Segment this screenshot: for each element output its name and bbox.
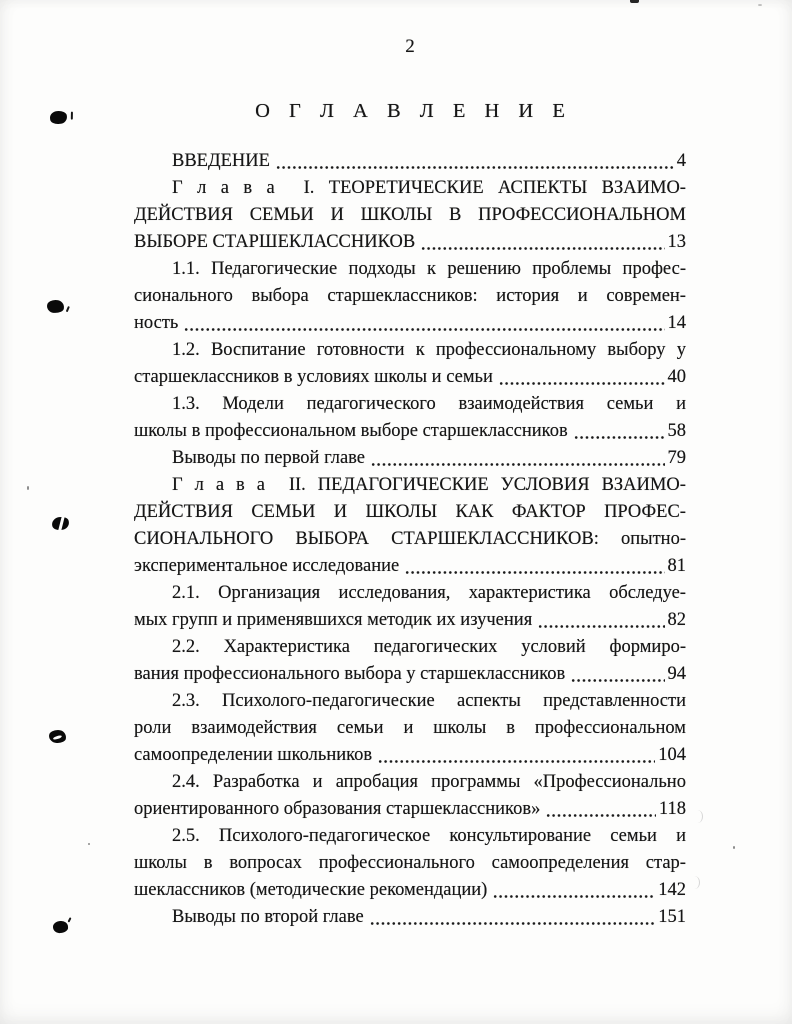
speck-artifact xyxy=(27,486,29,490)
toc-entry-word: семьи xyxy=(336,718,384,738)
toc-entry-word: ВЗАИМО- xyxy=(601,178,686,198)
ink-blot-artifact xyxy=(53,920,69,933)
toc-line xyxy=(134,391,686,418)
toc-entry-word: и xyxy=(676,394,686,414)
toc-entry-word: ДЕЙСТВИЯ xyxy=(134,205,233,225)
dot-leader xyxy=(546,813,656,818)
toc-entry-word: аспекты xyxy=(457,691,521,711)
toc-line xyxy=(134,553,686,580)
dot-leader xyxy=(405,570,664,575)
toc-entry-page: 79 xyxy=(667,448,686,468)
toc-list xyxy=(134,148,686,931)
dot-leader xyxy=(493,894,655,899)
toc-line xyxy=(134,634,686,661)
toc-entry-word: 2.3. xyxy=(172,691,200,711)
toc-entry-word: СТАРШЕКЛАССНИКОВ: xyxy=(391,529,599,549)
toc-entry-word: история xyxy=(496,286,560,306)
toc-entry-word: стар- xyxy=(645,853,686,873)
toc-entry-page: 4 xyxy=(676,151,686,171)
toc-entry-word: представленности xyxy=(543,691,686,711)
toc-line xyxy=(134,661,686,688)
dot-leader xyxy=(378,759,655,764)
toc-entry-text: вания профессионального выбора у старшеклассников xyxy=(134,664,566,684)
toc-entry-text: шеклассников (методические рекомендации) xyxy=(134,880,488,900)
toc-line xyxy=(134,796,686,823)
toc-line xyxy=(134,607,686,634)
toc-entry-word: Характеристика xyxy=(223,637,350,657)
toc-entry-text: самоопределении школьников xyxy=(134,745,373,765)
toc-entry-word: программы xyxy=(431,772,521,792)
toc-entry-word: а xyxy=(220,178,229,198)
toc-entry-word: в xyxy=(203,853,213,873)
toc-entry-word: в xyxy=(236,475,245,495)
toc-entry-word: проблемы xyxy=(532,259,612,279)
toc-entry-word: КАК xyxy=(455,502,494,522)
toc-line xyxy=(134,715,686,742)
toc-line xyxy=(134,175,686,202)
toc-entry-word: педагогического xyxy=(306,394,436,414)
toc-entry-word: ШКОЛЫ xyxy=(365,502,438,522)
toc-entry-word: Модели xyxy=(222,394,284,414)
dot-leader xyxy=(371,462,664,467)
toc-entry-word: готовности xyxy=(316,340,405,360)
toc-entry-word: в xyxy=(506,718,515,738)
toc-entry-word: Педагогические xyxy=(211,259,338,279)
ink-blot-artifact xyxy=(51,516,70,532)
toc-line xyxy=(134,580,686,607)
toc-entry-word: СЕМЬИ xyxy=(251,502,316,522)
toc-line xyxy=(134,256,686,283)
toc-entry-word: Психолого-педагогические xyxy=(222,691,435,711)
toc-entry-word: Разработка xyxy=(212,772,300,792)
toc-entry-word: профессиональном xyxy=(534,718,686,738)
toc-entry-word: II. xyxy=(288,475,306,495)
toc-entry-word: консультирование xyxy=(449,826,592,846)
dot-leader xyxy=(370,921,656,926)
speck-artifact xyxy=(88,843,90,845)
toc-title: О Г Л А В Л Е Н И Е xyxy=(255,100,572,122)
toc-entry-page: 13 xyxy=(667,232,686,252)
toc-line xyxy=(134,364,686,391)
toc-entry-word: взаимодействия xyxy=(191,718,317,738)
toc-entry-word: решению xyxy=(447,259,521,279)
toc-entry-word: у xyxy=(676,340,686,360)
toc-entry-page: 14 xyxy=(667,313,686,333)
faint-curl-artifact xyxy=(691,876,700,889)
toc-entry-word: профессионального xyxy=(318,853,475,873)
toc-entry-word: I. xyxy=(303,178,315,198)
toc-entry-page: 142 xyxy=(658,880,686,900)
toc-entry-word: и xyxy=(312,772,323,792)
toc-line xyxy=(134,202,686,229)
toc-entry-word: а xyxy=(215,475,225,495)
toc-line xyxy=(134,445,686,472)
toc-line xyxy=(134,337,686,364)
toc-entry-word: 1.2. xyxy=(172,340,200,360)
toc-entry-word: л xyxy=(194,475,204,495)
toc-entry-word: педагогических xyxy=(373,637,498,657)
toc-line xyxy=(134,850,686,877)
toc-entry-word: СИОНАЛЬНОГО xyxy=(134,529,274,549)
toc-entry-word: а xyxy=(266,178,275,198)
toc-entry-word: Г xyxy=(172,475,183,495)
toc-entry-word: апробация xyxy=(335,772,418,792)
toc-line xyxy=(134,229,686,256)
toc-entry-word: профес- xyxy=(622,259,686,279)
toc-entry-word: И xyxy=(333,502,348,522)
toc-line xyxy=(134,499,686,526)
toc-entry-word: взаимодействия xyxy=(458,394,585,414)
toc-entry-word: ФАКТОР xyxy=(511,502,586,522)
dot-leader xyxy=(571,678,664,683)
toc-line xyxy=(134,742,686,769)
toc-entry-word: вопросах xyxy=(229,853,302,873)
toc-entry-word: ПРОФЕССИОНАЛЬНОМ xyxy=(478,205,686,225)
toc-entry-word: Воспитание xyxy=(210,340,306,360)
dot-leader xyxy=(421,246,664,251)
toc-line xyxy=(134,472,686,499)
toc-entry-word: семьи xyxy=(606,394,654,414)
dot-leader xyxy=(276,165,674,170)
toc-entry-text: старшеклассников в условиях школы и семьи xyxy=(134,367,493,387)
dot-leader xyxy=(499,381,665,386)
toc-entry-text: Выводы по второй главе xyxy=(172,907,364,927)
toc-entry-word: Психолого-педагогическое xyxy=(218,826,431,846)
toc-entry-word: обследуе- xyxy=(609,583,686,603)
toc-entry-word: 2.4. xyxy=(172,772,200,792)
toc-entry-word: подходы xyxy=(348,259,416,279)
toc-entry-word: СЕМЬИ xyxy=(249,205,314,225)
toc-entry-word: семьи xyxy=(610,826,657,846)
toc-entry-word: 1.1. xyxy=(172,259,200,279)
toc-entry-page: 94 xyxy=(667,664,686,684)
toc-entry-word: ШКОЛЫ xyxy=(360,205,433,225)
toc-entry-word: сионального xyxy=(134,286,233,306)
toc-entry-word: «Профессионально xyxy=(533,772,686,792)
toc-entry-word: Организация xyxy=(218,583,321,603)
toc-entry-page: 40 xyxy=(667,367,686,387)
dot-leader xyxy=(538,624,664,629)
toc-line xyxy=(134,283,686,310)
toc-entry-word: 2.1. xyxy=(172,583,200,603)
toc-entry-page: 58 xyxy=(667,421,686,441)
toc-entry-word: школы xyxy=(134,853,187,873)
toc-entry-word: выбору xyxy=(607,340,666,360)
toc-entry-word: современ- xyxy=(606,286,686,306)
toc-entry-text: Выводы по первой главе xyxy=(172,448,366,468)
toc-entry-word: АСПЕКТЫ xyxy=(498,178,588,198)
toc-entry-word: а xyxy=(256,475,265,495)
toc-entry-word: школы xyxy=(433,718,487,738)
speck-artifact xyxy=(733,846,735,849)
toc-entry-word: в xyxy=(243,178,253,198)
toc-entry-word: условий xyxy=(521,637,586,657)
toc-entry-word: и xyxy=(676,826,686,846)
toc-entry-word: УСЛОВИЯ xyxy=(500,475,590,495)
toc-entry-word: роли xyxy=(134,718,172,738)
toc-entry-word: В xyxy=(449,205,462,225)
toc-entry-word: Г xyxy=(172,178,183,198)
toc-entry-text: ВЫБОРЕ СТАРШЕКЛАССНИКОВ xyxy=(134,232,416,252)
toc-entry-word: л xyxy=(197,178,207,198)
toc-line xyxy=(134,877,686,904)
dot-leader xyxy=(574,435,665,440)
toc-entry-text: ВВЕДЕНИЕ xyxy=(172,151,270,171)
toc-line xyxy=(134,418,686,445)
toc-line xyxy=(134,310,686,337)
toc-entry-word: исследования, xyxy=(338,583,451,603)
dot-leader xyxy=(184,327,664,332)
toc-entry-page: 82 xyxy=(667,610,686,630)
toc-entry-text: школы в профессиональном выборе старшеклассников xyxy=(134,421,568,441)
toc-entry-page: 81 xyxy=(667,556,686,576)
toc-entry-page: 104 xyxy=(658,745,686,765)
toc-line xyxy=(134,526,686,553)
toc-entry-word: ПЕДАГОГИЧЕСКИЕ xyxy=(317,475,489,495)
toc-line xyxy=(134,904,686,931)
toc-entry-word: профессиональному xyxy=(435,340,597,360)
toc-entry-word: И xyxy=(330,205,344,225)
toc-entry-word: 1.3. xyxy=(172,394,200,414)
ink-blot-artifact xyxy=(49,730,67,744)
toc-entry-word: ТЕОРЕТИЧЕСКИЕ xyxy=(328,178,484,198)
toc-entry-word: характеристика xyxy=(468,583,591,603)
faint-curl-artifact xyxy=(694,810,703,823)
toc-line xyxy=(134,148,686,175)
toc-line xyxy=(134,769,686,796)
ink-blot-artifact xyxy=(49,110,67,125)
toc-entry-word: ПРОФЕС- xyxy=(604,502,686,522)
toc-entry-word: 2.2. xyxy=(172,637,200,657)
toc-entry-word: самоопределения xyxy=(491,853,629,873)
toc-line xyxy=(134,688,686,715)
toc-entry-word: 2.5. xyxy=(172,826,200,846)
page-number: 2 xyxy=(405,36,415,57)
toc-entry-text: ность xyxy=(134,313,179,333)
toc-entry-text: ориентированного образования старшеклассников» xyxy=(134,799,541,819)
toc-entry-word: и xyxy=(403,718,414,738)
toc-line xyxy=(134,823,686,850)
toc-entry-word: ВЗАИМО- xyxy=(601,475,686,495)
toc-entry-page: 151 xyxy=(658,907,686,927)
scan-edge-mark-artifact xyxy=(630,0,639,3)
toc-entry-word: старшеклассников: xyxy=(327,286,478,306)
toc-entry-word: выбора xyxy=(251,286,309,306)
toc-entry-word: опытно- xyxy=(621,529,686,549)
toc-entry-text: мых групп и применявшихся методик их изучения xyxy=(134,610,533,630)
toc-entry-word: ДЕЙСТВИЯ xyxy=(134,502,233,522)
toc-entry-page: 118 xyxy=(658,799,686,819)
toc-entry-word: к xyxy=(427,259,437,279)
toc-entry-text: экспериментальное исследование xyxy=(134,556,400,576)
toc-entry-word: к xyxy=(415,340,425,360)
toc-entry-word: и xyxy=(577,286,588,306)
toc-entry-word: формиро- xyxy=(609,637,686,657)
speck-artifact xyxy=(758,4,762,6)
ink-blot-artifact xyxy=(46,299,64,313)
toc-entry-word: ВЫБОРА xyxy=(295,529,369,549)
